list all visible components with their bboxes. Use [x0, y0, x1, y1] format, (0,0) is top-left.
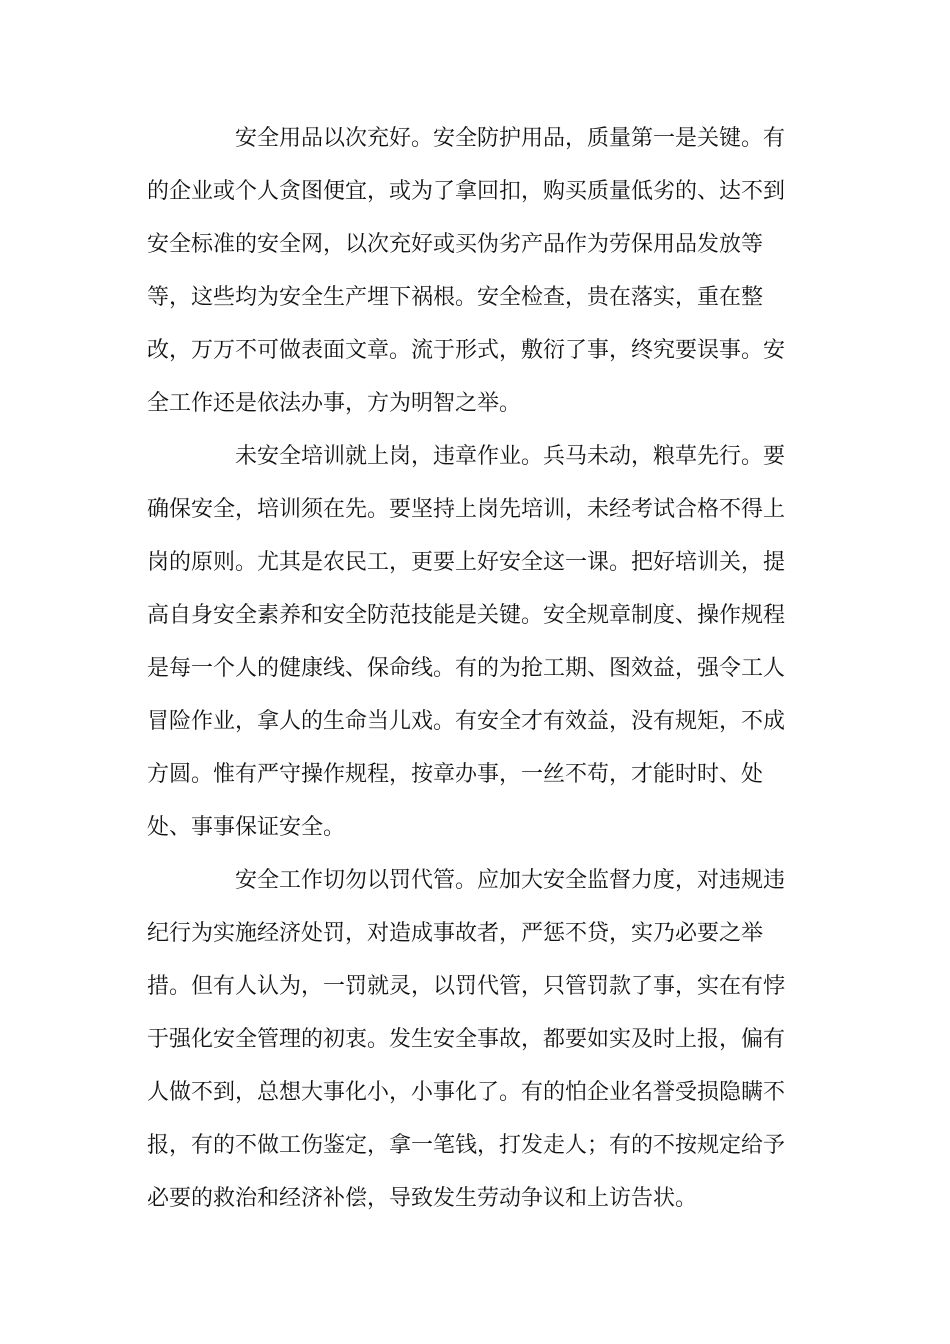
paragraph-line: 等，这些均为安全生产埋下祸根。安全检查，贵在落实，重在整 [147, 285, 764, 310]
paragraph-line: 必要的救治和经济补偿，导致发生劳动争议和上访告状。 [147, 1186, 698, 1211]
document-body [147, 112, 807, 1225]
paragraph-line: 报，有的不做工伤鉴定，拿一笔钱，打发走人；有的不按规定给予 [147, 1133, 786, 1158]
paragraph-1 [147, 112, 807, 430]
paragraph-line: 确保安全，培训须在先。要坚持上岗先培训，未经考试合格不得上 [147, 497, 786, 522]
paragraph-line: 高自身安全素养和安全防范技能是关键。安全规章制度、操作规程 [147, 603, 786, 628]
paragraph-line: 措。但有人认为，一罚就灵，以罚代管，只管罚款了事，实在有悖 [147, 974, 786, 999]
paragraph-line: 于强化安全管理的初衷。发生安全事故，都要如实及时上报，偏有 [147, 1027, 786, 1052]
paragraph-line: 冒险作业，拿人的生命当儿戏。有安全才有效益，没有规矩，不成 [147, 709, 786, 734]
paragraph-line: 安全用品以次充好。安全防护用品，质量第一是关键。有 [235, 126, 786, 151]
paragraph-line: 方圆。惟有严守操作规程，按章办事，一丝不苟，才能时时、处 [147, 762, 764, 787]
paragraph-line: 全工作还是依法办事，方为明智之举。 [147, 391, 522, 416]
paragraph-line: 的企业或个人贪图便宜，或为了拿回扣，购买质量低劣的、达不到 [147, 179, 786, 204]
paragraph-line: 人做不到，总想大事化小，小事化了。有的怕企业名誉受损隐瞒不 [147, 1080, 786, 1105]
paragraph-3 [147, 854, 807, 1225]
paragraph-line: 岗的原则。尤其是农民工，更要上好安全这一课。把好培训关，提 [147, 550, 786, 575]
paragraph-line: 纪行为实施经济处罚，对造成事故者，严惩不贷，实乃必要之举 [147, 921, 764, 946]
paragraph-line: 处、事事保证安全。 [147, 815, 346, 840]
paragraph-line: 改，万万不可做表面文章。流于形式，敷衍了事，终究要误事。安 [147, 338, 786, 363]
paragraph-line: 安全标准的安全网，以次充好或买伪劣产品作为劳保用品发放等 [147, 232, 764, 257]
paragraph-line: 未安全培训就上岗，违章作业。兵马未动，粮草先行。要 [235, 444, 786, 469]
paragraph-2 [147, 430, 807, 854]
paragraph-line: 安全工作切勿以罚代管。应加大安全监督力度，对违规违 [235, 868, 786, 893]
paragraph-line: 是每一个人的健康线、保命线。有的为抢工期、图效益，强令工人 [147, 656, 786, 681]
